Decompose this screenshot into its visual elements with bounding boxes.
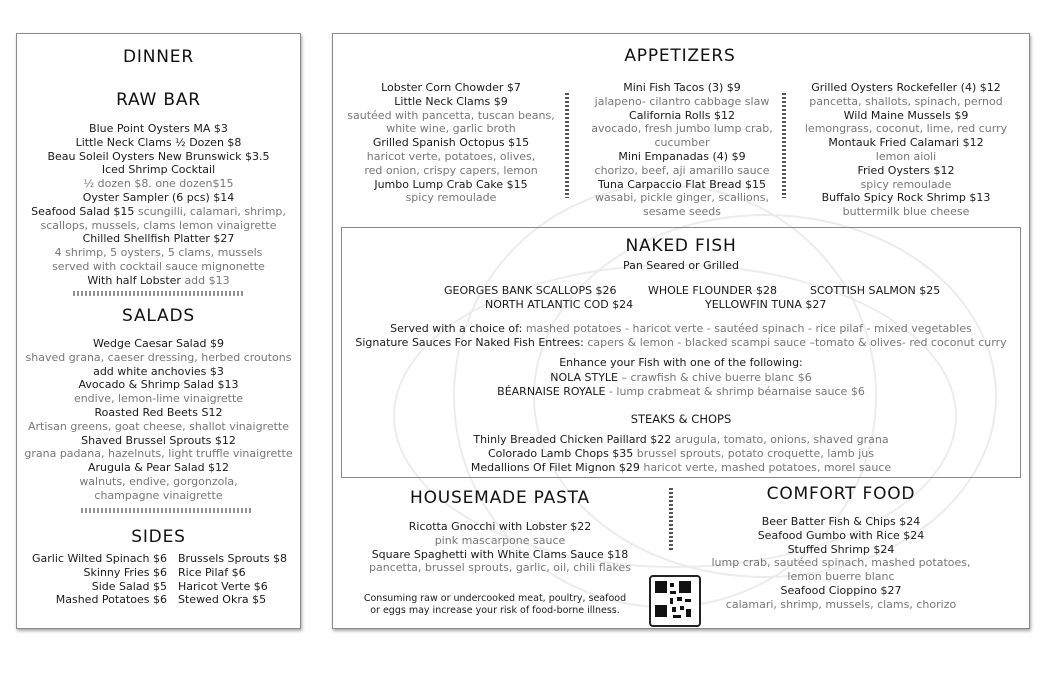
menu-line <box>795 136 1017 150</box>
menu-line <box>795 205 1017 219</box>
menu-line <box>17 150 300 164</box>
item-description: scungilli, calamari, shrimp, <box>137 204 286 218</box>
served-options: mashed potatoes - haricot verte - sautéed spinach - rice pilaf - mixed vegetables <box>525 322 972 335</box>
menu-line <box>341 447 1021 461</box>
menu-line <box>17 351 300 365</box>
item-title: add white anchovies $3 <box>93 364 224 378</box>
menu-line <box>582 178 782 192</box>
menu-line <box>17 489 300 503</box>
menu-line <box>795 122 1017 136</box>
food-warning-1: Consuming raw or undercooked meat, poultry, seafood <box>363 593 627 604</box>
menu-line <box>17 475 300 489</box>
sauce-label: Signature Sauces For Naked Fish Entrees: <box>355 336 588 349</box>
item-title: Wild Maine Mussels $9 <box>843 108 969 122</box>
item-title: Colorado Lamb Chops $35 <box>487 446 637 460</box>
menu-line <box>795 178 1017 192</box>
menu-line <box>17 177 300 191</box>
item-title: Little Neck Clams $9 <box>394 94 508 108</box>
item-description: brussel sprouts, potato croquette, lamb jus <box>636 446 875 460</box>
menu-line <box>700 584 982 598</box>
item-title: Blue Point Oysters MA $3 <box>89 122 228 135</box>
item-title: Square Spaghetti with White Clams Sauce $18 <box>371 547 629 561</box>
menu-line <box>582 205 782 219</box>
menu-line <box>17 365 300 379</box>
nola-label: NOLA STYLE <box>550 371 619 384</box>
menu-line <box>582 150 782 164</box>
menu-line <box>345 561 655 575</box>
pasta-list <box>345 520 655 575</box>
item-title: Beer Batter Fish & Chips $24 <box>761 515 921 528</box>
raw-bar-title: RAW BAR <box>116 90 201 110</box>
menu-line <box>341 461 1021 475</box>
item-description: avocado, fresh jumbo lump crab, <box>591 122 773 136</box>
item-title: Oyster Sampler (6 pcs) $14 <box>82 190 235 204</box>
menu-line <box>17 191 300 205</box>
item-description: spicy remoulade <box>860 177 952 191</box>
item-title: Buffalo Spicy Rock Shrimp $13 <box>821 191 991 205</box>
fish-cod: NORTH ATLANTIC COD $24 <box>485 298 634 311</box>
sides-title: SIDES <box>131 527 186 547</box>
item-description: chorizo, beef, aji amarillo sauce <box>594 163 770 177</box>
menu-line <box>17 420 300 434</box>
menu-line <box>700 543 982 557</box>
item-title: Wedge Caesar Salad $9 <box>93 337 224 350</box>
side-item: Side Salad $5 <box>91 579 167 593</box>
side-item: Skinny Fries $6 <box>83 565 167 579</box>
bearnaise-label: BÉARNAISE ROYALE <box>497 385 606 398</box>
menu-line <box>345 548 655 562</box>
side-item: Brussels Sprouts $8 <box>178 552 288 565</box>
item-description: white wine, garlic broth <box>386 122 516 136</box>
steaks-list <box>341 433 1021 474</box>
fish-tuna: YELLOWFIN TUNA $27 <box>705 298 827 311</box>
raw-bar-list <box>17 122 300 288</box>
side-item: Garlic Wilted Spinach $6 <box>32 552 167 565</box>
item-description: Artisan greens, goat cheese, shallot vinaigrette <box>27 419 289 433</box>
item-title: Roasted Red Beets S12 <box>94 405 223 419</box>
menu-line <box>17 232 300 246</box>
menu-line <box>17 136 300 150</box>
item-title: Avocado & Shrimp Salad $13 <box>78 378 239 392</box>
item-description: lemon aioli <box>875 149 937 163</box>
comfort-food-title: COMFORT FOOD <box>766 484 916 504</box>
menu-line <box>17 447 300 461</box>
menu-line <box>795 81 1017 95</box>
menu-line <box>795 164 1017 178</box>
item-description: endive, lemon-lime vinaigrette <box>73 392 244 406</box>
menu-line <box>700 529 982 543</box>
menu-line <box>582 122 782 136</box>
menu-line <box>17 434 300 448</box>
item-title: Grilled Oysters Rockefeller (4) $12 <box>811 81 1001 94</box>
item-description: cucumber <box>654 136 710 150</box>
menu-line <box>17 122 300 136</box>
menu-line <box>17 406 300 420</box>
menu-line <box>795 191 1017 205</box>
menu-line <box>582 136 782 150</box>
naked-fish-subtitle: Pan Seared or Grilled <box>622 259 740 272</box>
nola-style-line <box>341 371 1021 385</box>
menu-line <box>17 205 300 219</box>
appetizers-column-2 <box>582 81 782 219</box>
item-description: buttermilk blue cheese <box>842 205 970 219</box>
appetizers-column-3 <box>795 81 1017 219</box>
item-description: champagne vinaigrette <box>94 488 223 502</box>
vertical-ornament <box>782 93 786 198</box>
salads-title: SALADS <box>122 306 195 326</box>
item-description: served with cocktail sauce mignonette <box>52 259 265 273</box>
menu-line <box>17 219 300 233</box>
item-title: Little Neck Clams ½ Dozen $8 <box>75 135 242 149</box>
item-description: arugula, tomato, onions, shaved grana <box>674 433 889 446</box>
item-description: scallops, mussels, clams lemon vinaigrette <box>40 218 277 232</box>
menu-line <box>582 191 782 205</box>
menu-line <box>340 164 562 178</box>
menu-line <box>340 150 562 164</box>
appetizers-title: APPETIZERS <box>624 46 736 66</box>
item-title: Medallions Of Filet Mignon $29 <box>470 460 644 474</box>
sides-column-2 <box>178 552 298 607</box>
item-title: Chilled Shellfish Platter $27 <box>82 232 235 246</box>
menu-line <box>17 337 300 351</box>
item-title: Grilled Spanish Octopus $15 <box>372 136 530 150</box>
item-description: lemongrass, coconut, lime, red curry <box>804 122 1008 136</box>
item-description: pancetta, brussel sprouts, garlic, oil, chili flakes <box>369 561 631 575</box>
item-description: red onion, crispy capers, lemon <box>364 163 538 177</box>
menu-line <box>340 81 562 95</box>
item-description: haricot verte, potatoes, olives, <box>366 149 536 163</box>
nola-desc: – crawfish & chive buerre blanc $6 <box>618 371 812 384</box>
bearnaise-line <box>341 385 1021 399</box>
item-description: walnuts, endive, gorgonzola, <box>79 474 238 488</box>
item-title: Mini Fish Tacos (3) $9 <box>623 81 741 94</box>
menu-line <box>700 570 982 584</box>
steaks-chops-title: STEAKS & CHOPS <box>630 412 732 426</box>
pasta-title: HOUSEMADE PASTA <box>410 488 590 508</box>
appetizers-column-1 <box>340 81 562 205</box>
item-title: Ricotta Gnocchi with Lobster $22 <box>408 520 592 533</box>
menu-line <box>795 109 1017 123</box>
item-title: Seafood Gumbo with Rice $24 <box>757 528 925 542</box>
menu-line <box>582 164 782 178</box>
menu-line <box>582 81 782 95</box>
item-title: Mini Empanadas (4) $9 <box>618 149 746 163</box>
menu-line <box>345 520 655 534</box>
item-description: add $13 <box>184 273 230 287</box>
menu-line <box>340 191 562 205</box>
menu-line <box>340 122 562 136</box>
qr-code-icon[interactable] <box>649 575 701 627</box>
item-description: lump crab, sautéed spinach, mashed potatoes, <box>711 556 971 570</box>
comfort-food-list <box>700 515 982 612</box>
item-title: Stuffed Shrimp $24 <box>787 542 895 556</box>
menu-line <box>700 515 982 529</box>
side-item: Stewed Okra $5 <box>178 593 267 607</box>
vertical-ornament <box>565 93 569 198</box>
side-item: Mashed Potatoes $6 <box>55 593 167 607</box>
menu-line <box>582 109 782 123</box>
item-title: Jumbo Lump Crab Cake $15 <box>374 177 528 191</box>
fish-scallops: GEORGES BANK SCALLOPS $26 <box>444 284 617 297</box>
item-description: jalapeno- cilantro cabbage slaw <box>594 94 770 108</box>
menu-line <box>17 378 300 392</box>
item-title: Beau Soleil Oysters New Brunswick $3.5 <box>47 149 270 163</box>
item-description: lemon buerre blanc <box>787 570 895 584</box>
served-label: Served with a choice of: <box>390 322 526 335</box>
side-item: Rice Pilaf $6 <box>178 565 246 579</box>
item-description: 4 shrimp, 5 oysters, 5 clams, mussels <box>54 246 263 260</box>
item-title: Thinly Breaded Chicken Paillard $22 <box>473 433 675 446</box>
sauce-options: capers & lemon - blacked scampi sauce –tomato & olives- red coconut curry <box>587 336 1007 349</box>
menu-line <box>582 95 782 109</box>
item-title: Arugula & Pear Salad $12 <box>87 461 230 475</box>
menu-line <box>17 461 300 475</box>
divider-ornament <box>73 291 243 296</box>
menu-line <box>700 598 982 612</box>
item-title: Tuna Carpaccio Flat Bread $15 <box>597 177 767 191</box>
item-title: Iced Shrimp Cocktail <box>101 163 216 177</box>
divider-ornament <box>81 508 251 513</box>
signature-sauces-line <box>341 336 1021 350</box>
menu-line <box>345 534 655 548</box>
menu-line <box>795 150 1017 164</box>
item-title: Lobster Corn Chowder $7 <box>381 81 521 94</box>
item-description: pink mascarpone sauce <box>434 533 566 547</box>
menu-line <box>340 109 562 123</box>
item-description: spicy remoulade <box>405 191 497 205</box>
dinner-title: DINNER <box>123 47 194 67</box>
menu-line <box>17 163 300 177</box>
menu-line <box>17 260 300 274</box>
fish-flounder: WHOLE FLOUNDER $28 <box>648 284 777 297</box>
menu-line <box>795 95 1017 109</box>
menu-line <box>341 433 1021 447</box>
menu-line <box>340 136 562 150</box>
item-description: sesame seeds <box>643 205 721 219</box>
item-description: wasabi, pickle ginger, scallions, <box>595 191 769 205</box>
enhance-line: Enhance your Fish with one of the following: <box>559 356 803 369</box>
item-title: Montauk Fried Calamari $12 <box>828 136 984 150</box>
item-description: pancetta, shallots, spinach, pernod <box>809 94 1003 108</box>
naked-fish-title: NAKED FISH <box>625 236 737 256</box>
menu-line <box>340 95 562 109</box>
menu-line <box>17 392 300 406</box>
item-title: Seafood Cioppino $27 <box>780 583 902 597</box>
sides-column-1 <box>27 552 167 607</box>
item-description: grana padana, hazelnuts, light truffle vinaigrette <box>24 447 293 461</box>
item-description: sautéed with pancetta, tuscan beans, <box>347 108 555 122</box>
item-title: Fried Oysters $12 <box>857 163 955 177</box>
left-menu-panel <box>16 33 301 629</box>
menu-line <box>700 556 982 570</box>
side-item: Haricot Verte $6 <box>178 579 268 593</box>
item-title: Shaved Brussel Sprouts $12 <box>81 433 236 447</box>
served-with-line <box>341 322 1021 336</box>
fish-salmon: SCOTTISH SALMON $25 <box>810 284 941 297</box>
item-title: California Rolls $12 <box>629 108 735 122</box>
item-title: Seafood Salad $15 <box>31 204 138 218</box>
menu-line <box>340 178 562 192</box>
item-description: calamari, shrimp, mussels, clams, chorizo <box>725 597 957 611</box>
food-warning-2: or eggs may increase your risk of food-borne illness. <box>370 605 620 616</box>
item-description: shaved grana, caeser dressing, herbed croutons <box>25 350 292 364</box>
bearnaise-desc: - lump crabmeat & shrimp béarnaise sauce $6 <box>605 385 865 398</box>
menu-line <box>17 274 300 288</box>
item-description: ½ dozen $8. one dozen$15 <box>83 177 234 191</box>
menu-line <box>17 246 300 260</box>
salads-list <box>17 337 300 503</box>
item-title: With half Lobster <box>87 273 185 287</box>
vertical-ornament <box>669 488 673 550</box>
item-description: haricot verte, mashed potatoes, morel sauce <box>643 460 892 474</box>
